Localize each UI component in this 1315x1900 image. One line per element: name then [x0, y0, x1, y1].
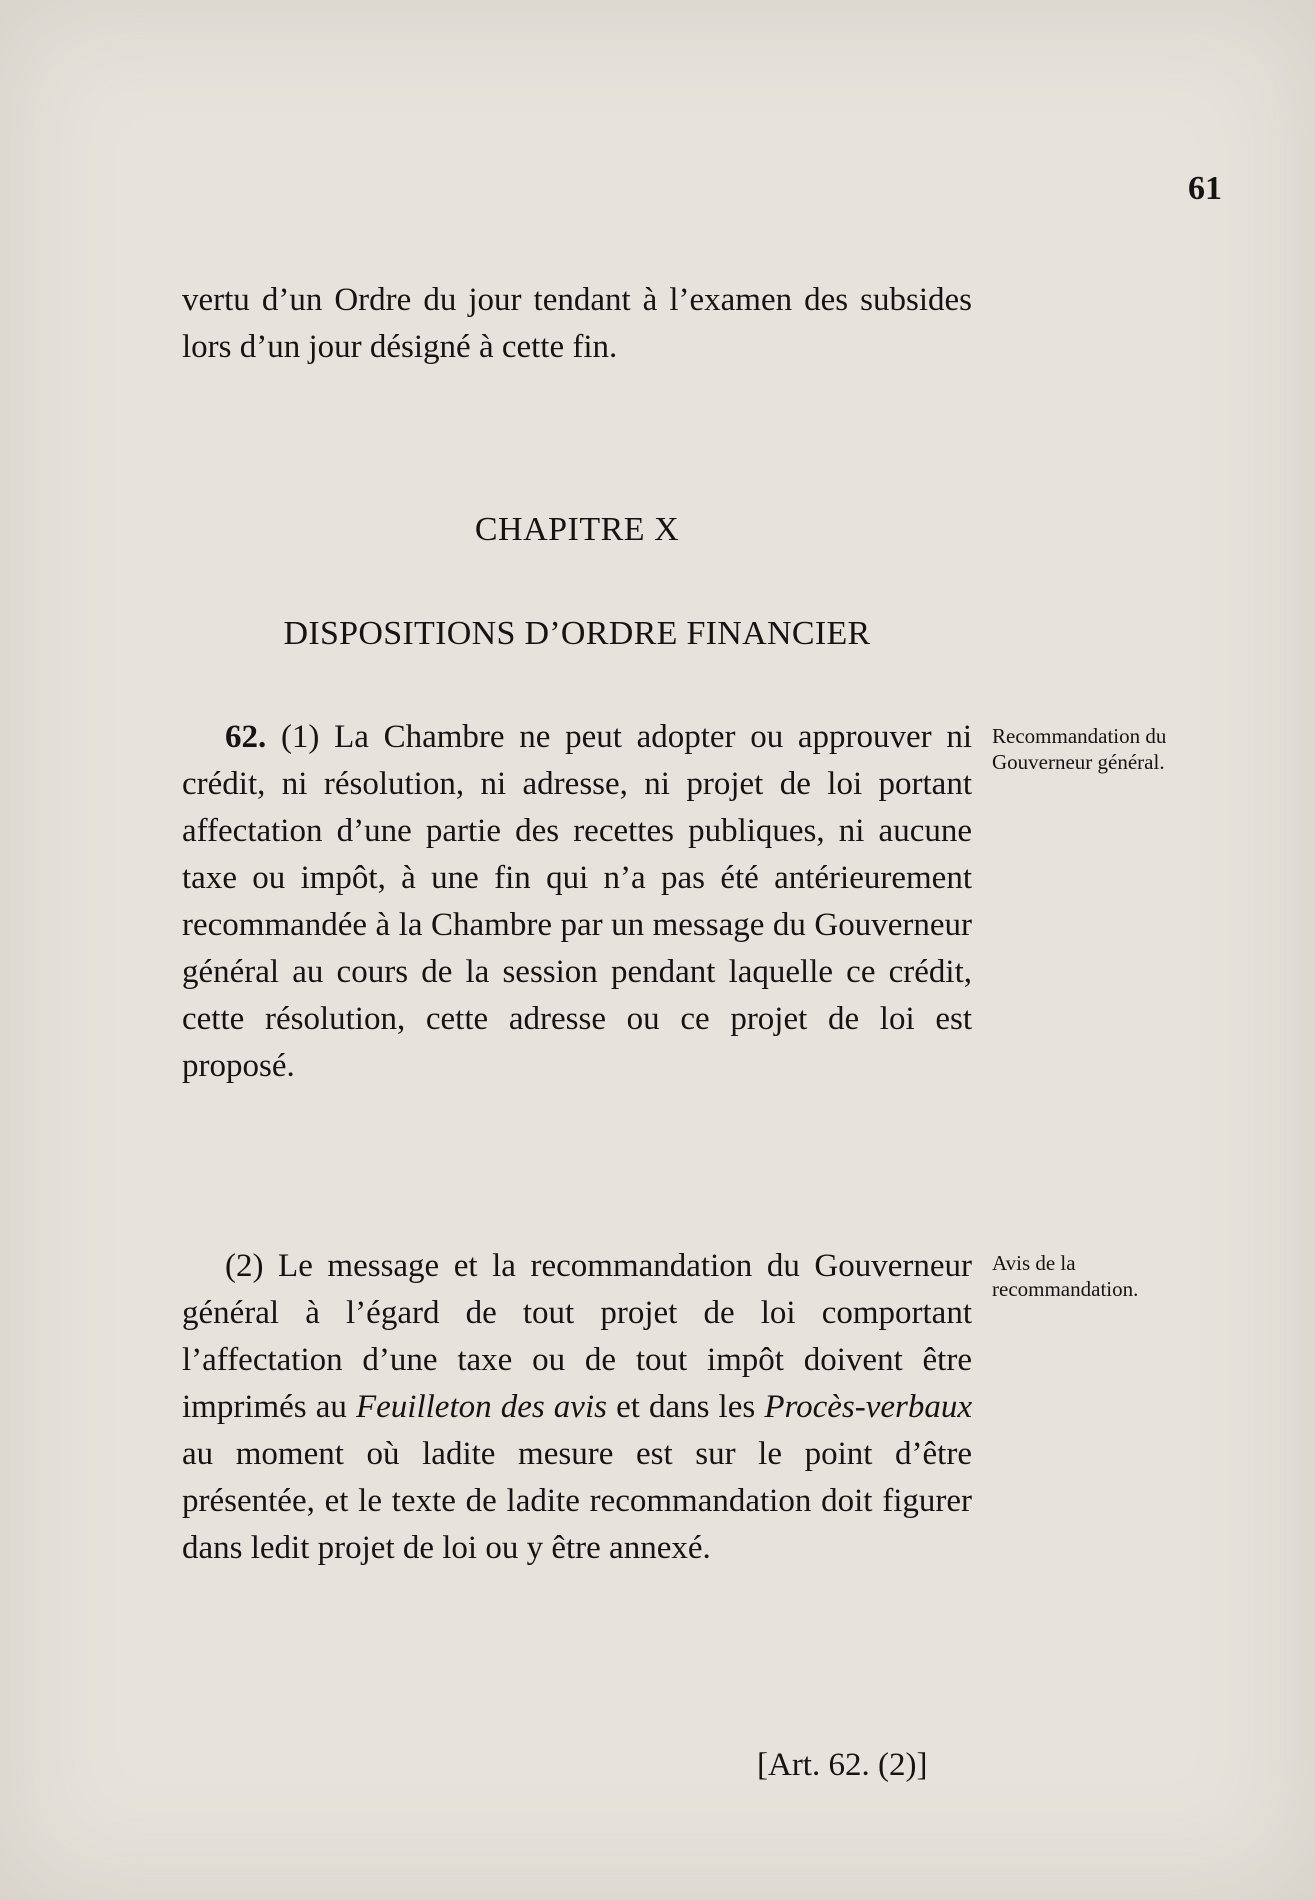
subsection-text-part-3: au moment où ladite mesure est sur le point d’être présentée, et le texte de ladite recommandation doit figurer dans ledit projet de loi ou y être annexé. — [182, 1436, 972, 1566]
italic-title-proces-verbaux: Procès-verbaux — [764, 1389, 972, 1425]
margin-note-notice: Avis de la recommandation. — [992, 1251, 1139, 1301]
chapter-subtitle: DISPOSITIONS D’ORDRE FINANCIER — [283, 615, 871, 652]
subsection-text-part-1: Le message et la recommandation du Gouverneur général à l’égard de tout projet de loi comportant l’affectation d’une taxe ou de tout impôt doivent être imprimés au — [182, 1248, 972, 1425]
article-number: 62. — [225, 719, 267, 755]
article-62-subsection-1 — [182, 714, 972, 1090]
article-62-subsection-2 — [182, 1243, 972, 1572]
subsection-text: La Chambre ne peut adopter ou approuver ni crédit, ni résolution, ni adresse, ni projet de loi portant affectation d’une partie des recettes publiques, ni aucune taxe ou impôt, à une fin qui n’a pas été antérieurement recommandée à la Chambre par un message du Gouverneur général au cours de la session pendant laquelle ce crédit, cette résolution, cette adresse ou ce projet de loi est proposé. — [182, 719, 973, 1084]
italic-title-feuilleton: Feuilleton des avis — [356, 1389, 607, 1425]
subsection-label: (2) — [225, 1248, 264, 1284]
chapter-title: CHAPITRE X — [474, 511, 680, 548]
subsection-text-part-2: et dans les — [606, 1389, 765, 1425]
margin-note-recommendation: Recommandation du Gouverneur général. — [992, 724, 1167, 774]
subsection-label: (1) — [280, 719, 320, 755]
footer-article-reference: [Art. 62. (2)] — [757, 1747, 928, 1783]
page-number: 61 — [1188, 170, 1222, 207]
intro-paragraph: vertu d’un Ordre du jour tendant à l’examen des subsides lors d’un jour désigné à cette fin. — [182, 282, 972, 365]
